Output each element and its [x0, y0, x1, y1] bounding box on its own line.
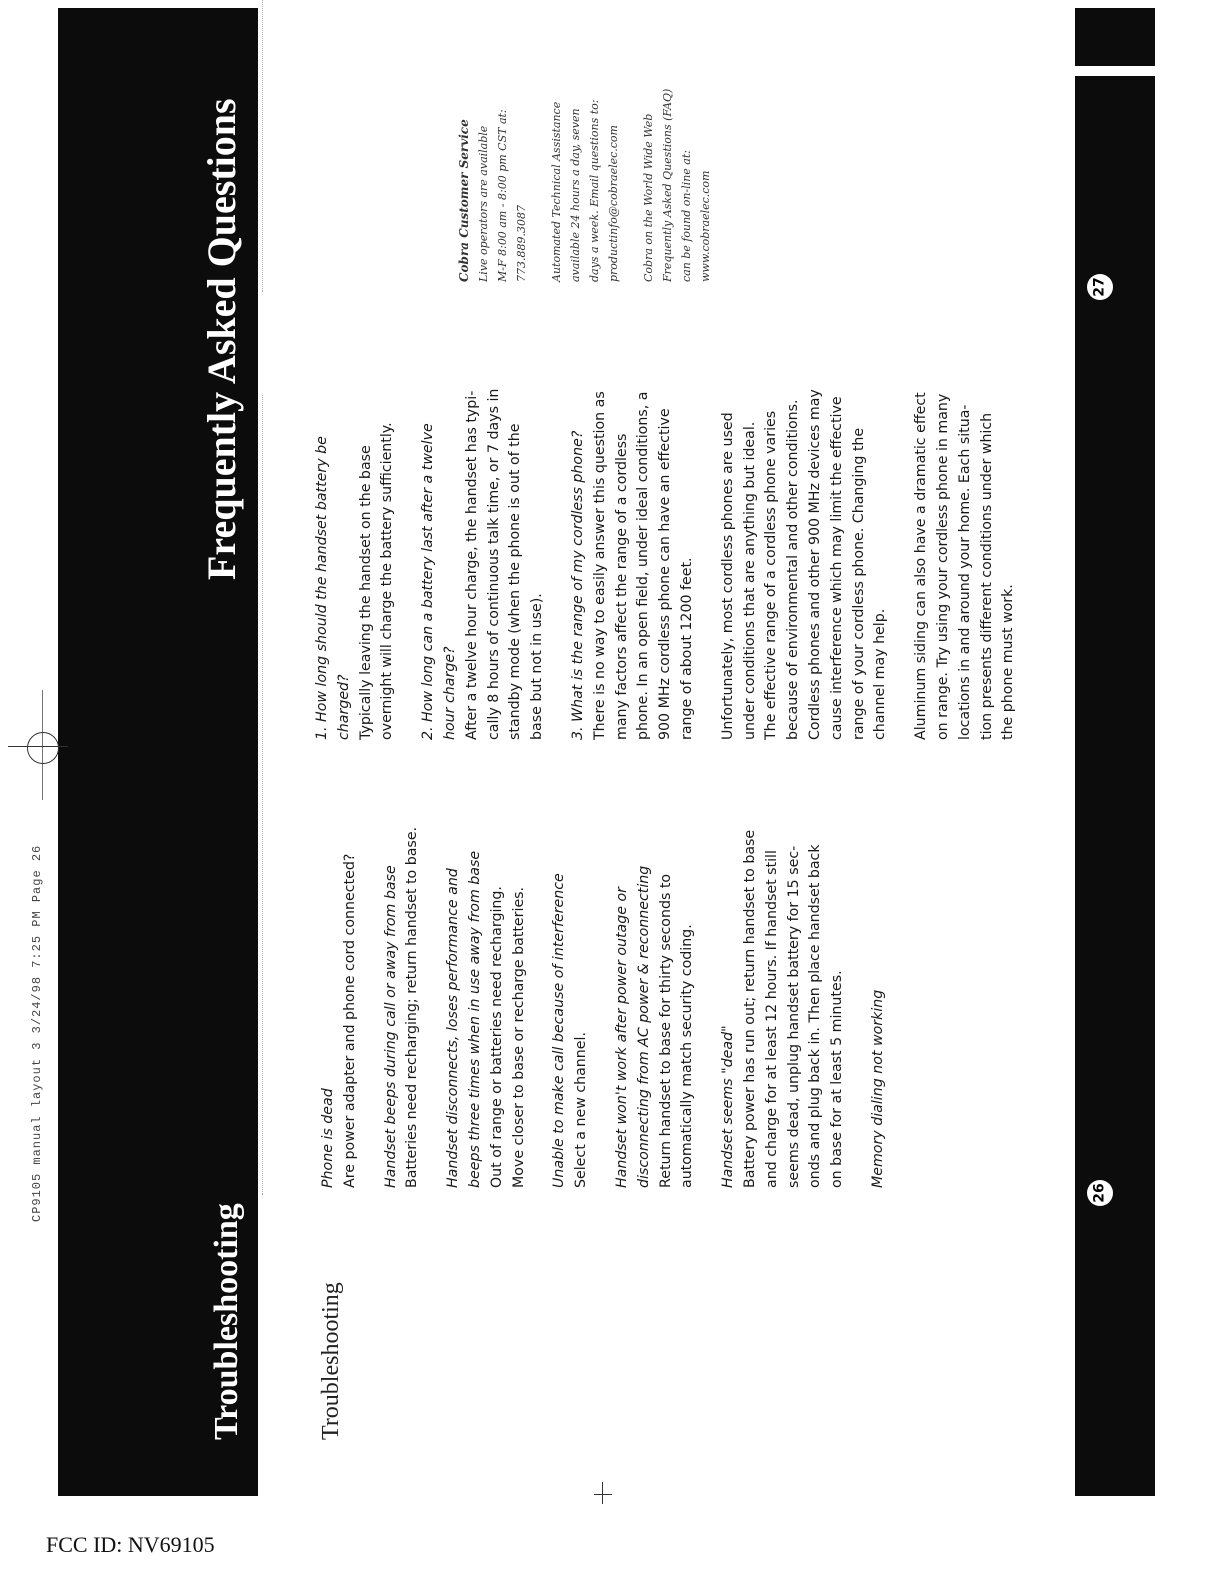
faq-answer: on range. Try using your cordless phone in many	[934, 393, 951, 740]
left-column-rule	[262, 395, 263, 1195]
service-line: available 24 hours a day, seven	[569, 108, 582, 282]
faq-answer: the phone must work.	[1000, 584, 1017, 740]
faq-answer: Typically leaving the handset on the base	[357, 445, 374, 740]
faq-answer: phone. In an open field, under ideal conditions, a	[635, 391, 652, 740]
service-line: Automated Technical Assistance	[550, 101, 563, 282]
trouble-answer: Return handset to base for thirty seconds to	[657, 873, 674, 1188]
trouble-question: Unable to make call because of interference	[551, 873, 568, 1188]
faq-question: 3. What is the range of my cordless phone?	[569, 430, 586, 740]
trouble-question: Phone is dead	[320, 1088, 336, 1188]
faq-answer: Cordless phones and other 900 MHz devices may	[806, 389, 823, 740]
crop-mark-h	[594, 1494, 612, 1495]
trouble-answer: Are power adapter and phone cord connected?	[341, 853, 358, 1188]
trouble-answer: seems dead, unplug handset battery for 15 sec-	[785, 845, 802, 1188]
faq-answer: After a twelve hour charge, the handset has typi-	[463, 390, 480, 740]
bar-gap	[1075, 66, 1155, 76]
trouble-answer: Move closer to base or recharge batteries.	[510, 886, 527, 1188]
service-line: days a week. Email questions to:	[588, 99, 601, 282]
service-automated	[547, 22, 623, 282]
service-email: productinfo@cobraelec.com	[607, 125, 620, 282]
registration-circle	[27, 732, 59, 764]
faq-answer: 900 MHz cordless phone can have an effective	[657, 408, 674, 740]
registration-crossline	[8, 746, 68, 747]
service-line: can be found on-line at:	[680, 150, 693, 282]
trouble-answer: Select a new channel.	[573, 1032, 590, 1188]
side-heading: Troubleshooting	[318, 1282, 344, 1440]
faq-answer: There is no way to easily answer this question as	[591, 391, 608, 740]
faq-question: 2. How long can a battery last after a twelve	[420, 423, 437, 740]
trouble-question: Handset disconnects, loses performance and	[445, 868, 462, 1188]
right-title-bar	[1075, 8, 1155, 1496]
faq-question-cont: hour charge?	[441, 646, 458, 740]
troubleshooting-bar-title: Troubleshooting	[208, 1203, 245, 1440]
service-live	[455, 22, 531, 282]
faq-answer: tion presents different conditions under which	[978, 412, 995, 740]
faq-answer: Unfortunately, most cordless phones are used	[719, 412, 736, 740]
trouble-answer: onds and plug back in. Then place handset back	[807, 844, 824, 1188]
trouble-question: Handset seems "dead"	[720, 1025, 737, 1188]
faq-answer: The effective range of a cordless phone varies	[763, 410, 780, 740]
trouble-answer: automatically match security coding.	[679, 924, 696, 1188]
trouble-answer: on base for at least 5 minutes.	[829, 970, 846, 1188]
trouble-question-cont: beeps three times when in use away from base	[466, 850, 483, 1188]
service-line: M-F 8:00 am - 8:00 pm CST at:	[496, 109, 509, 282]
service-line: Frequently Asked Questions (FAQ)	[661, 88, 674, 282]
print-header-meta: CP9105 manual layout 3 3/24/98 7:25 PM Page 26	[30, 844, 44, 1222]
trouble-answer: Batteries need recharging; return handset to base.	[404, 826, 421, 1188]
faq-list	[312, 300, 1039, 740]
faq-item	[312, 300, 399, 740]
faq-answer: channel may help.	[872, 608, 889, 740]
service-web	[639, 22, 715, 282]
page-number-27: 27	[1087, 274, 1113, 300]
faq-answer: overnight will charge the battery sufficiently.	[379, 422, 396, 740]
faq-answer: locations in and around your home. Each situa-	[956, 404, 973, 740]
trouble-answer: Battery power has run out; return handset to base	[741, 829, 758, 1188]
trouble-answer: Out of range or batteries need recharging.	[488, 886, 505, 1188]
trouble-answer: and charge for at least 12 hours. If handset still	[763, 850, 780, 1188]
faq-answer: range of your cordless phone. Changing the	[850, 427, 867, 740]
crop-mark	[602, 1482, 603, 1504]
trouble-question: Memory dialing not working	[869, 989, 886, 1188]
faq-answer: because of environmental and other conditions.	[785, 399, 802, 740]
trouble-question-cont: disconnecting from AC power & reconnecting	[635, 865, 652, 1188]
trouble-question: Handset beeps during call or away from base	[382, 865, 399, 1188]
faq-answer: under conditions that are anything but ideal.	[741, 421, 758, 740]
trouble-question: Handset won't work after power outage or	[613, 886, 630, 1188]
faq-answer: standby mode (when the phone is out of the	[507, 423, 524, 740]
faq-question-cont: charged?	[335, 674, 352, 740]
faq-item	[568, 300, 699, 740]
customer-service-panel	[455, 22, 731, 282]
faq-answer: base but not in use).	[529, 593, 546, 740]
faq-answer: many factors affect the range of a cordless	[613, 433, 630, 740]
service-phone: 773.889.3087	[515, 205, 528, 282]
fcc-id: FCC ID: NV69105	[46, 1532, 215, 1557]
faq-bar-title: Frequently Asked Questions	[199, 98, 244, 580]
faq-answer: cause interference which may limit the effective	[828, 396, 845, 740]
page-number-26: 26	[1087, 1180, 1113, 1206]
service-line: Cobra on the World Wide Web	[642, 113, 655, 282]
faq-paragraph	[718, 300, 892, 740]
faq-item	[418, 300, 549, 740]
service-line: Live operators are available	[477, 125, 490, 282]
service-url: www.cobraelec.com	[699, 170, 712, 282]
faq-answer: cally 8 hours of continuous talk time, or 7 days in	[485, 388, 502, 740]
faq-paragraph	[911, 300, 1020, 740]
service-heading: Cobra Customer Service	[457, 119, 471, 282]
faq-answer: Aluminum siding can also have a dramatic effect	[913, 392, 930, 740]
faq-answer: range of about 1200 feet.	[678, 557, 695, 740]
faq-question: 1. How long should the handset battery be	[314, 436, 330, 740]
right-column-rule	[262, 0, 263, 292]
